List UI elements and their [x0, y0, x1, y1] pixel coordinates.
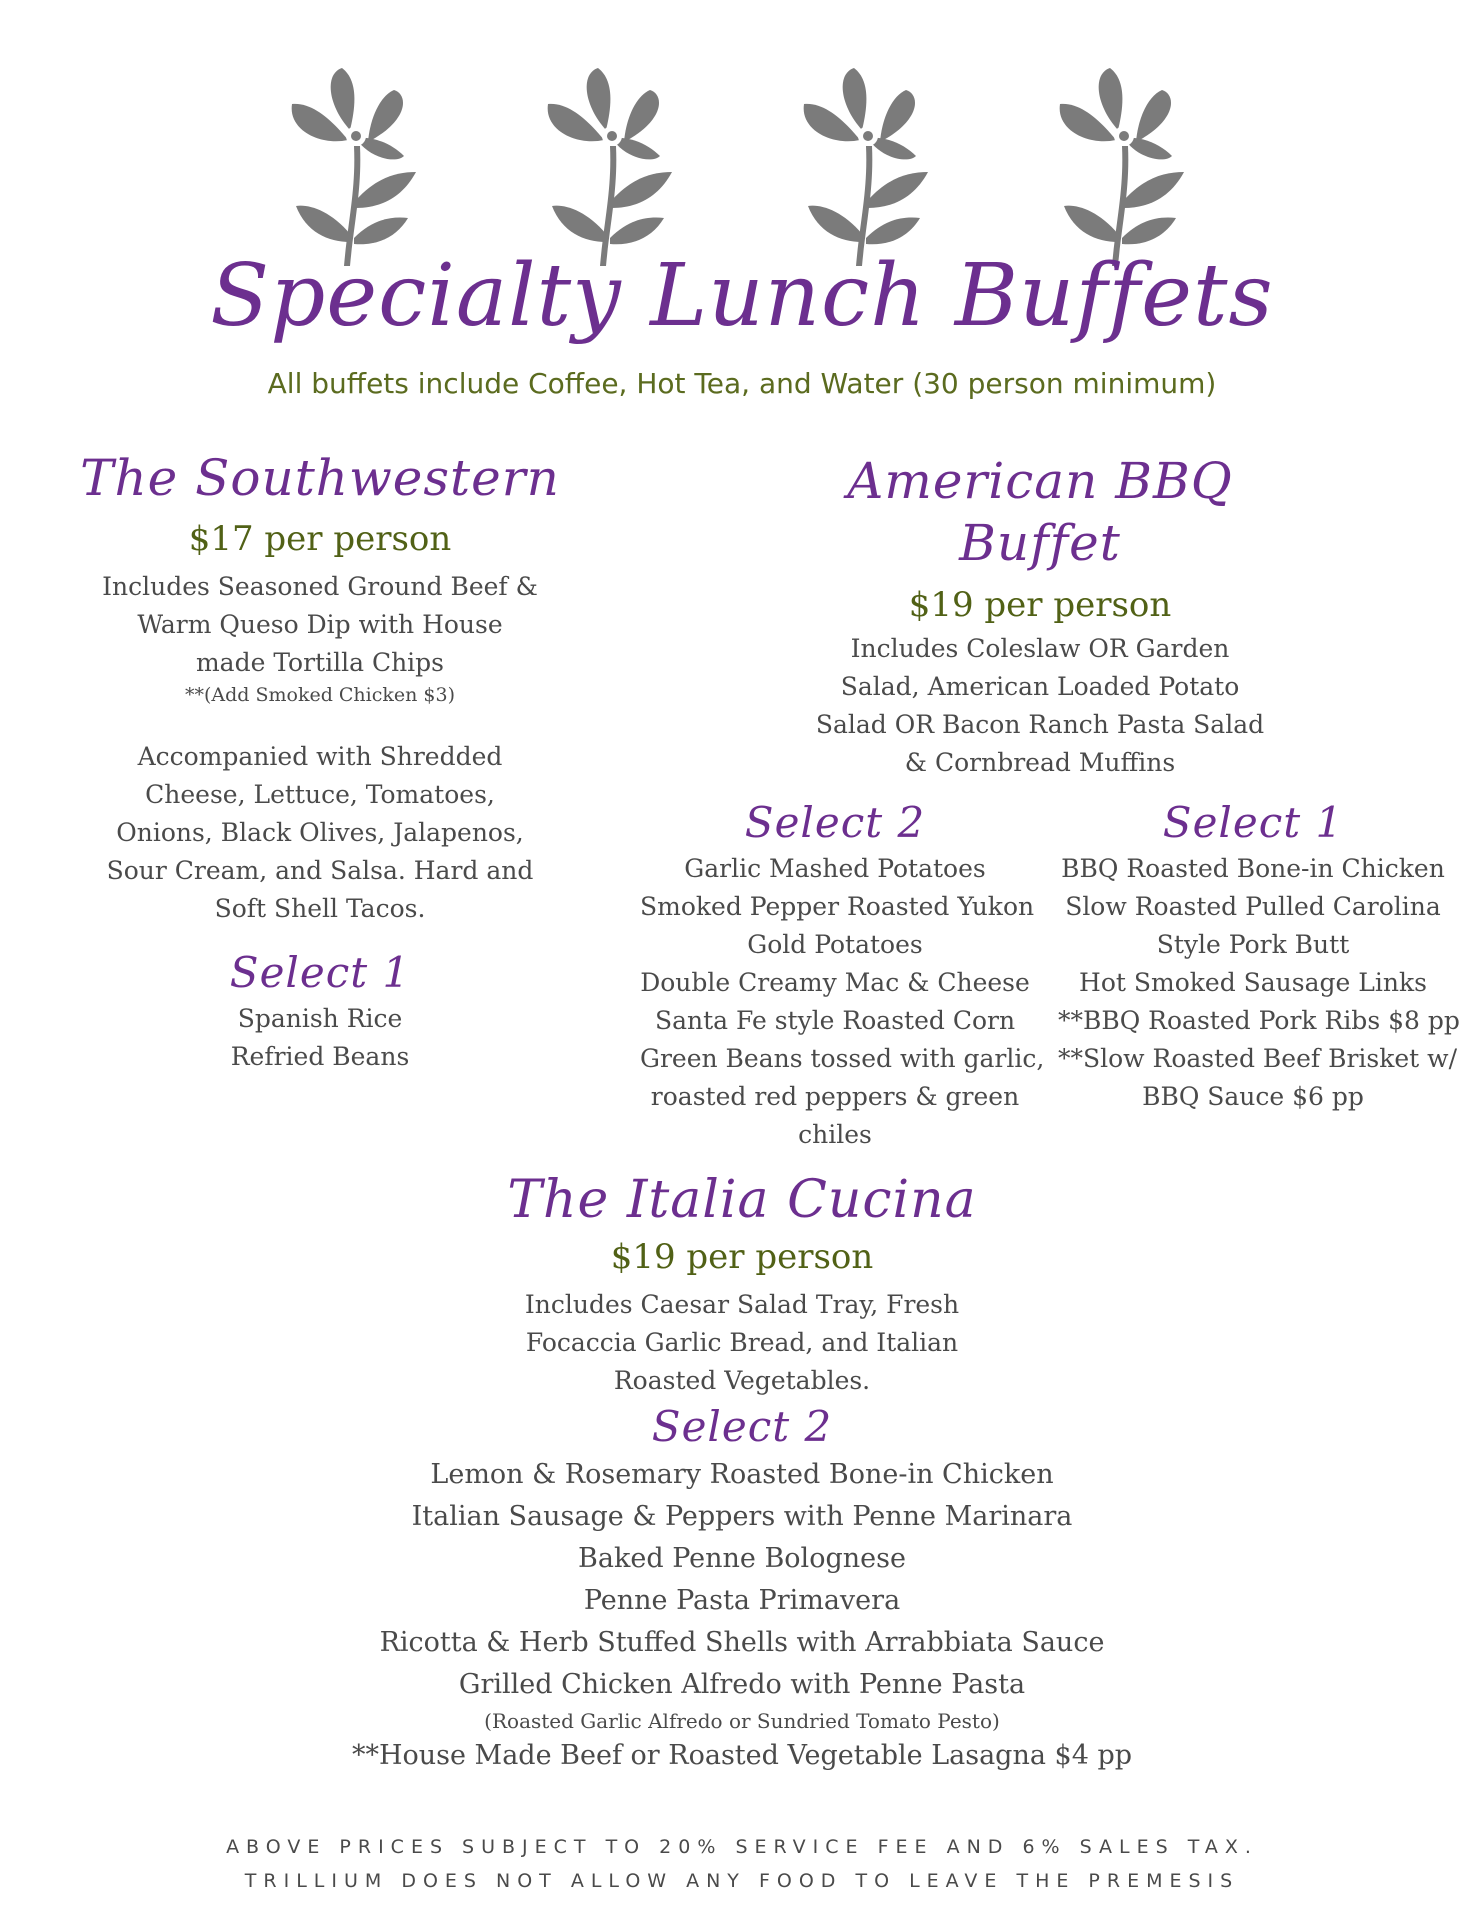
list-item: Penne Pasta Primavera [583, 1585, 901, 1616]
list-item: Spanish Rice [237, 1004, 403, 1033]
trillium-flower-icon [796, 60, 946, 270]
list-item: Sour Cream, and Salsa. Hard and [106, 856, 534, 885]
bbq-price: $19 per person [908, 585, 1172, 625]
list-item: BBQ Sauce $6 pp [1142, 1082, 1364, 1111]
bbq-select2-column [640, 796, 1045, 1154]
list-item: Italian Sausage & Peppers with Penne Marinara [411, 1501, 1073, 1532]
list-item: Warm Queso Dip with House [137, 610, 503, 639]
list-item: **Slow Roasted Beef Brisket w/ [1058, 1044, 1457, 1073]
trillium-flower-icon [284, 60, 434, 270]
list-item: Focaccia Garlic Bread, and Italian [525, 1328, 959, 1357]
southwestern-accompanied [60, 738, 580, 928]
italia-includes [242, 1286, 1242, 1400]
italia-section [242, 1168, 1242, 1776]
footer-line-1: ABOVE PRICES SUBJECT TO 20% SERVICE FEE AND 6% SALES TAX. [226, 1836, 1258, 1858]
footer-line-2: TRILLIUM DOES NOT ALLOW ANY FOOD TO LEAVE THE PREMESIS [244, 1870, 1240, 1892]
addon-note: **(Add Smoked Chicken $3) [184, 684, 456, 706]
southwestern-title: The Southwestern [80, 449, 560, 507]
italia-price: $19 per person [610, 1237, 874, 1277]
list-item: Green Beans tossed with garlic, [640, 1044, 1045, 1073]
southwestern-options [60, 1000, 580, 1076]
bbq-select2-title: Select 2 [744, 798, 926, 847]
bbq-select2-options [640, 850, 1045, 1154]
list-item: Roasted Vegetables. [613, 1366, 871, 1395]
trillium-flower-icon [540, 60, 690, 270]
southwestern-select-title: Select 1 [229, 948, 411, 997]
list-item: Cheese, Lettuce, Tomatoes, [145, 780, 495, 809]
footer-notice [0, 1830, 1484, 1898]
list-item: Onions, Black Olives, Jalapenos, [116, 818, 524, 847]
list-item: Garlic Mashed Potatoes [684, 854, 986, 883]
list-item: made Tortilla Chips [195, 648, 445, 677]
southwestern-price: $17 per person [188, 519, 452, 559]
italia-options [242, 1454, 1242, 1706]
bbq-section [760, 450, 1320, 782]
list-item: BBQ Roasted Bone-in Chicken [1061, 854, 1445, 883]
southwestern-section [60, 446, 580, 1076]
list-item: Santa Fe style Roasted Corn [654, 1006, 1016, 1035]
flower-row [0, 60, 1484, 270]
list-item: Double Creamy Mac & Cheese [640, 968, 1030, 997]
list-item: Baked Penne Bolognese [578, 1543, 906, 1574]
list-item: Gold Potatoes [747, 930, 923, 959]
list-item: Accompanied with Shredded [137, 742, 503, 771]
bbq-select1-column [1058, 796, 1460, 1116]
page-subtitle: All buffets include Coffee, Hot Tea, and Water (30 person minimum) [267, 367, 1217, 400]
list-item: Salad OR Bacon Ranch Pasta Salad [815, 710, 1265, 739]
list-item: & Cornbread Muffins [904, 748, 1176, 777]
list-item: chiles [798, 1120, 872, 1149]
italia-premium-option: **House Made Beef or Roasted Vegetable Lasagna $4 pp [351, 1740, 1133, 1771]
trillium-flower-icon [1052, 60, 1202, 270]
bbq-title-line1: American BBQ [847, 452, 1233, 510]
italia-select-title: Select 2 [651, 1402, 833, 1451]
list-item: Ricotta & Herb Stuffed Shells with Arrabbiata Sauce [379, 1627, 1105, 1658]
list-item: Soft Shell Tacos. [214, 894, 426, 923]
list-item: Hot Smoked Sausage Links [1079, 968, 1427, 997]
bbq-title-line2: Buffet [959, 514, 1121, 572]
list-item: roasted red peppers & green [650, 1082, 1020, 1111]
list-item: Refried Beans [230, 1042, 410, 1071]
list-item: Smoked Pepper Roasted Yukon [640, 892, 1035, 921]
list-item: Salad, American Loaded Potato [840, 672, 1240, 701]
bbq-select1-title: Select 1 [1162, 798, 1344, 847]
list-item: Grilled Chicken Alfredo with Penne Pasta [458, 1669, 1026, 1700]
list-item: Includes Caesar Salad Tray, Fresh [524, 1290, 960, 1319]
southwestern-includes [60, 568, 580, 708]
page-title: Specialty Lunch Buffets [210, 246, 1274, 346]
bbq-includes [760, 630, 1320, 782]
list-item: Slow Roasted Pulled Carolina [1065, 892, 1441, 921]
list-item: Includes Seasoned Ground Beef & [102, 572, 538, 601]
list-item: **BBQ Roasted Pork Ribs $8 pp [1058, 1006, 1460, 1035]
list-item: Includes Coleslaw OR Garden [850, 634, 1230, 663]
italia-option-note: (Roasted Garlic Alfredo or Sundried Tomato Pesto) [484, 1709, 1000, 1733]
italia-title: The Italia Cucina [507, 1170, 977, 1230]
bbq-select1-options [1058, 850, 1460, 1116]
list-item: Style Pork Butt [1156, 930, 1350, 959]
list-item: Lemon & Rosemary Roasted Bone-in Chicken [430, 1459, 1054, 1490]
